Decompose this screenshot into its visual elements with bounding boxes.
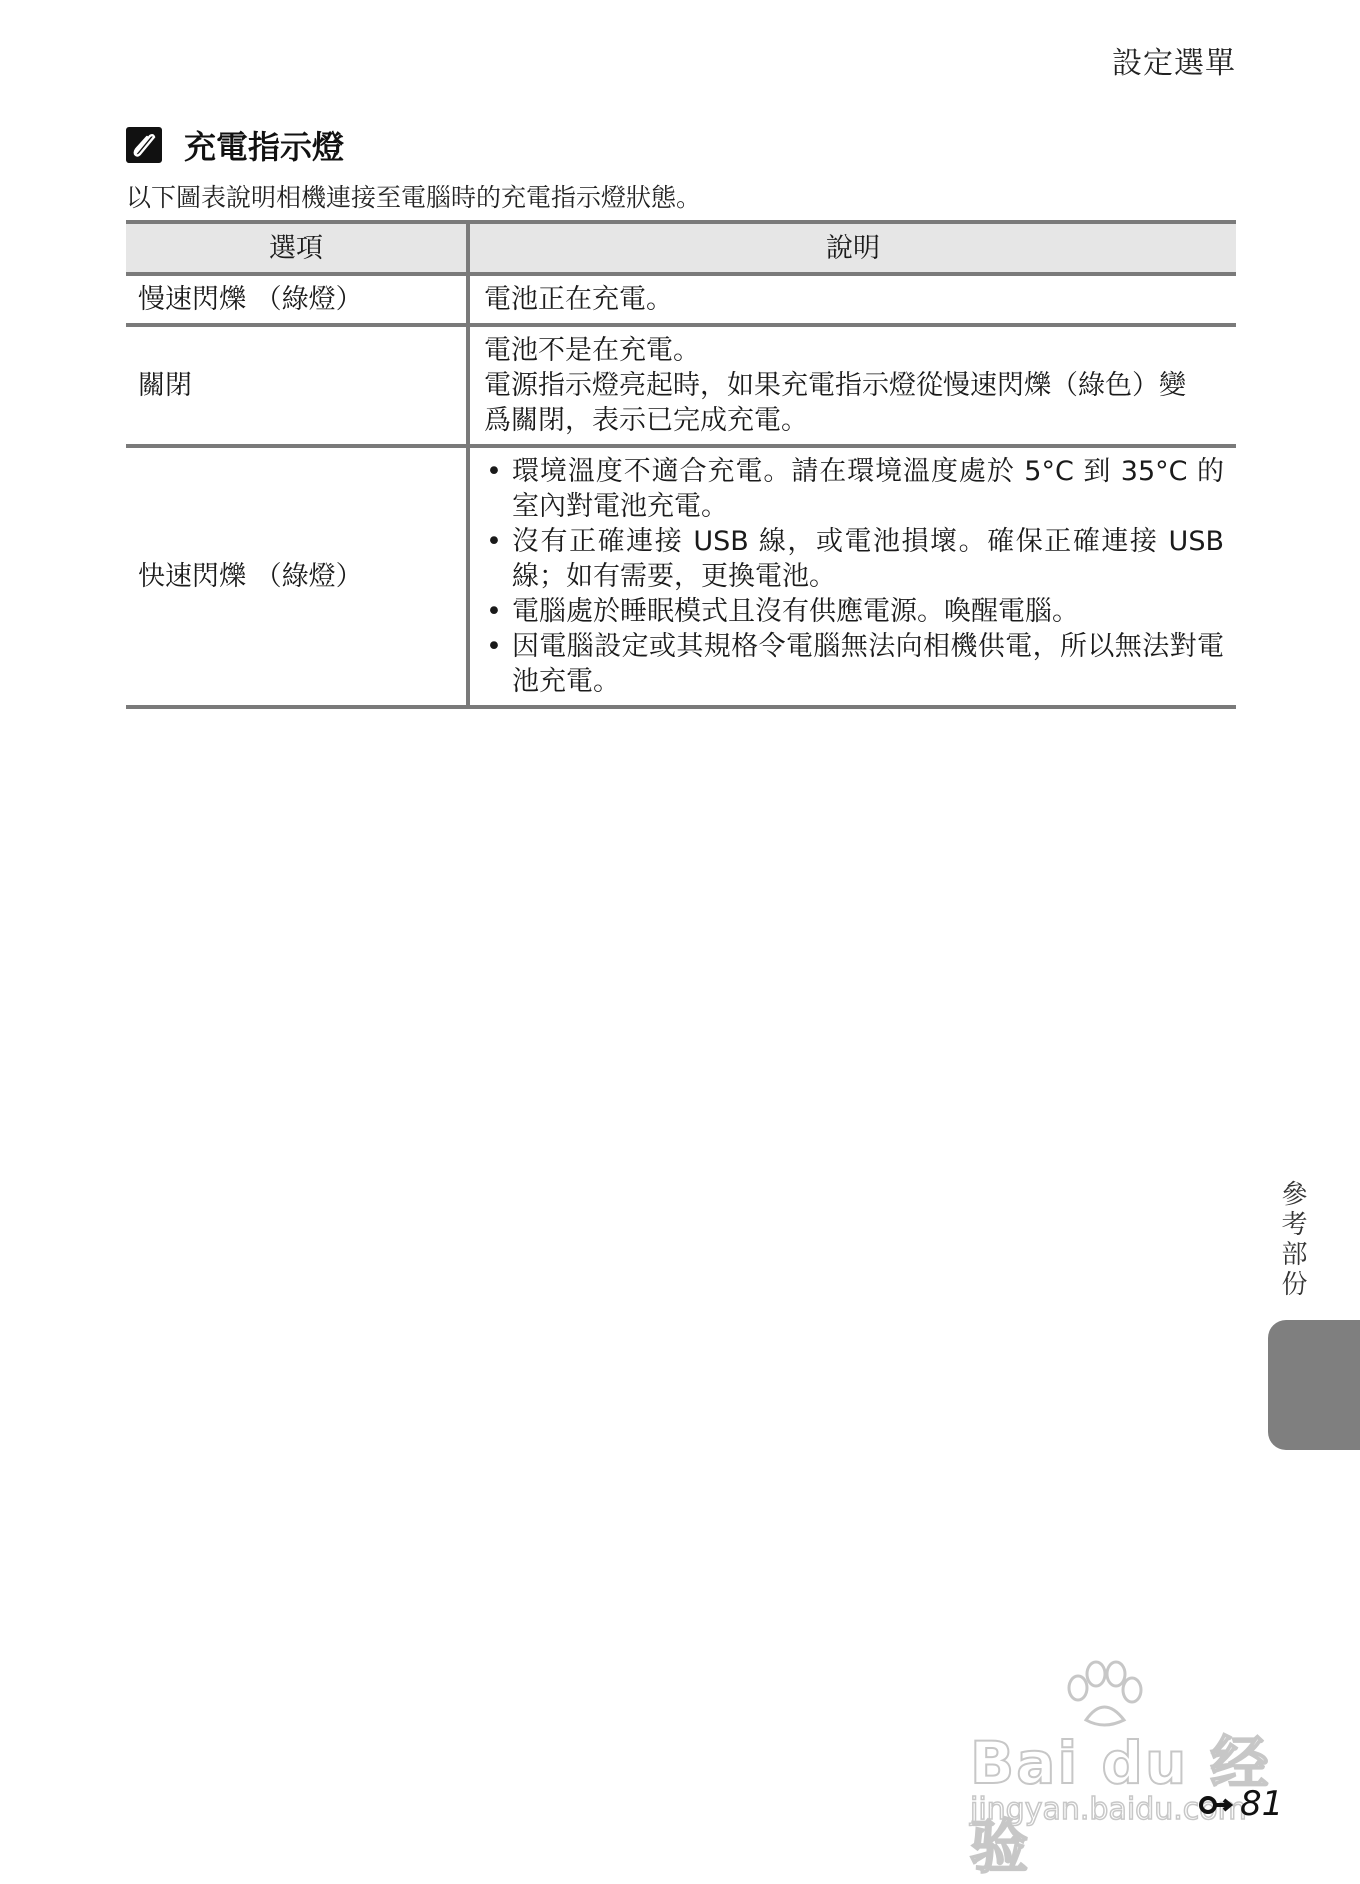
description-cell (468, 325, 1236, 446)
option-cell: 慢速閃爍 （綠燈） (126, 274, 468, 325)
description-line: 電池正在充電。 (484, 284, 673, 315)
watermark-brand: Bai du 经验 (970, 1729, 1271, 1881)
bullet-item: • 因電腦設定或其規格令電腦無法向相機供電，所以無法對電池充電。 (484, 629, 1224, 699)
bullet-item: • 環境溫度不適合充電。請在環境溫度處於 5°C 到 35°C 的室內對電池充電。 (484, 454, 1224, 524)
header-description: 說明 (468, 222, 1236, 274)
page-number (1196, 1784, 1283, 1824)
side-section-tab (1268, 1320, 1360, 1450)
note-pencil-icon (126, 127, 162, 163)
bullet-list (484, 454, 1224, 699)
option-cell: 快速閃爍 （綠燈） (126, 446, 468, 707)
description-cell (468, 446, 1236, 707)
description-line: 爲關閉，表示已完成充電。 (484, 405, 808, 436)
reference-section-icon (1196, 1789, 1236, 1819)
intro-text: 以下圖表說明相機連接至電腦時的充電指示燈狀態。 (126, 183, 702, 212)
description-line: 電源指示燈亮起時，如果充電指示燈從慢速閃爍（綠色）變 (484, 370, 1186, 401)
page-number-text: 81 (1240, 1784, 1284, 1824)
description-cell (468, 274, 1236, 325)
section-heading (126, 122, 344, 168)
header-option: 選項 (126, 222, 468, 274)
table-row (126, 274, 1236, 325)
section-title: 充電指示燈 (184, 128, 345, 166)
page-header-title: 設定選單 (1112, 46, 1236, 81)
table-row (126, 325, 1236, 446)
bullet-item: • 沒有正確連接 USB 線，或電池損壞。確保正確連接 USB 線；如有需要，更換電池。 (484, 524, 1224, 594)
bullet-item: • 電腦處於睡眠模式且沒有供應電源。喚醒電腦。 (484, 594, 1224, 629)
watermark-url: jingyan.baidu.com (970, 1792, 1247, 1827)
table-row (126, 446, 1236, 707)
option-cell: 關閉 (126, 325, 468, 446)
description-line: 電池不是在充電。 (484, 335, 700, 366)
side-section-label: 參考部份 (1277, 1180, 1307, 1300)
charge-indicator-table (126, 220, 1236, 709)
table-header-row (126, 222, 1236, 274)
